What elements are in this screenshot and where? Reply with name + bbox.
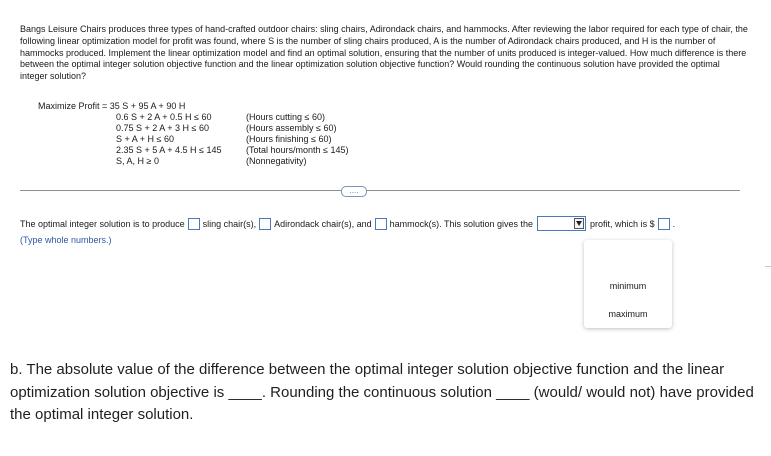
adirondack-chairs-input[interactable] (259, 218, 271, 230)
problem-statement: Bangs Leisure Chairs produces three types of hand-crafted outdoor chairs: sling chairs, Adirondack chairs, and hammocks. After reviewing the labor required for each type of chair, the following linear optimization model for profit was found, where S is the number of sling chairs produced, A is the number of Adirondack chairs produced, and H is the number of hammocks produced. Implement the linear optimization model and find an optimal solution, ensuring that the number of units produced is integer-valued. How much difference is there between the optimal integer solution objective function and the linear optimization solution objective function? Would rounding the continuous solution have provided the optimal integer solution? (20, 24, 748, 82)
constraint-note: (Nonnegativity) (246, 155, 307, 166)
objective-function: Maximize Profit = 35 S + 95 A + 90 H (38, 101, 186, 111)
constraint-row (116, 156, 349, 167)
constraint-row (116, 112, 349, 123)
constraint-expression: 0.6 S + 2 A + 0.5 H ≤ 60 (116, 111, 212, 122)
profit-type-dropdown (584, 240, 672, 328)
constraints-list (116, 112, 349, 167)
constraint-expression: S + A + H ≤ 60 (116, 133, 174, 144)
answer-sentence (20, 216, 760, 231)
input-hint: (Type whole numbers.) (20, 235, 112, 245)
constraint-note: (Hours cutting ≤ 60) (246, 111, 325, 122)
sling-chairs-input[interactable] (188, 218, 200, 230)
constraint-expression: S, A, H ≥ 0 (116, 155, 159, 166)
answer-text-4: hammock(s). This solution gives the (389, 218, 534, 229)
constraint-row (116, 134, 349, 145)
part-b-question: b. The absolute value of the difference between the optimal integer solution objective function and the linear optimization solution objective is ____. Rounding the continuous solution ____ (would/ would not) have provided the optimal integer solution. (10, 361, 754, 423)
constraint-note: (Hours assembly ≤ 60) (246, 122, 337, 133)
dropdown-option-minimum[interactable]: minimum (609, 281, 647, 291)
chevron-down-icon[interactable] (574, 218, 584, 229)
answer-text-5: profit, which is $ (590, 218, 655, 229)
scrollbar-hint (765, 266, 771, 267)
constraint-note: (Hours finishing ≤ 60) (246, 133, 332, 144)
constraint-note: (Total hours/month ≤ 145) (246, 144, 349, 155)
expand-more-button[interactable]: .... (341, 186, 367, 197)
answer-text-6: . (672, 218, 676, 229)
profit-type-select[interactable] (537, 216, 586, 231)
answer-text-3: Adirondack chair(s), and (274, 218, 372, 229)
optimization-model (38, 101, 349, 166)
constraint-row (116, 145, 349, 156)
hammocks-input[interactable] (375, 218, 387, 230)
constraint-expression: 2.35 S + 5 A + 4.5 H ≤ 145 (116, 144, 222, 155)
constraint-expression: 0.75 S + 2 A + 3 H ≤ 60 (116, 122, 210, 133)
section-divider (20, 190, 740, 191)
answer-text-1: The optimal integer solution is to produce (20, 218, 185, 229)
profit-input[interactable] (658, 218, 670, 230)
answer-text-2: sling chair(s), (202, 218, 257, 229)
constraint-row (116, 123, 349, 134)
dropdown-option-maximum[interactable]: maximum (608, 309, 648, 319)
